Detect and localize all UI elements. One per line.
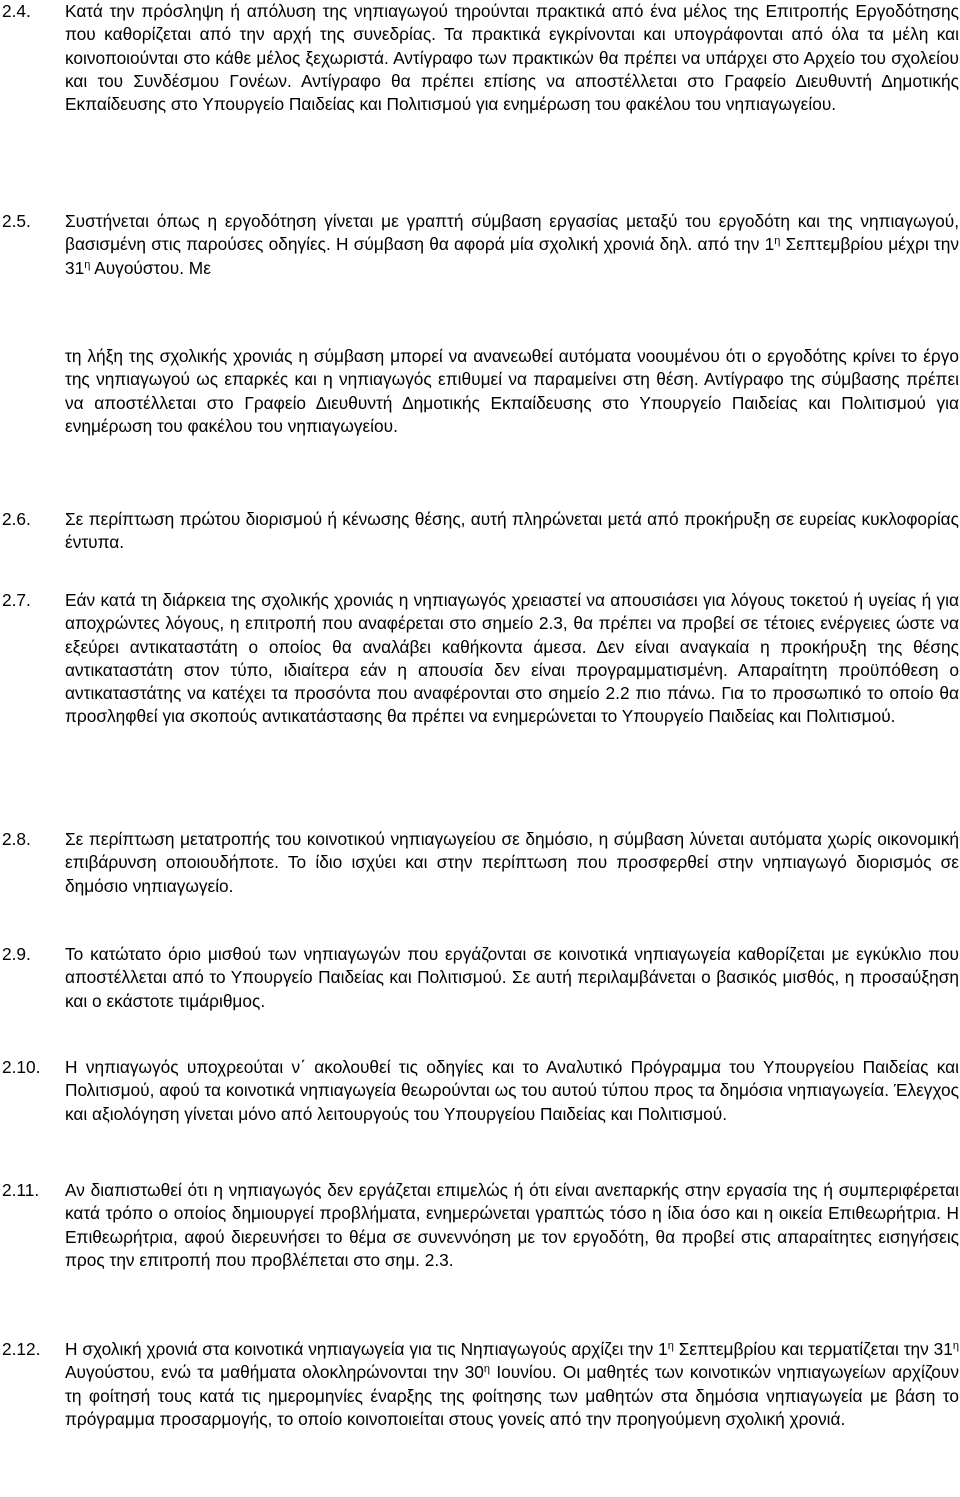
section-text: Σε περίπτωση μετατροπής του κοινοτικού νηπιαγωγείου σε δημόσιο, η σύμβαση λύνεται αυτόματα χωρίς οικονομική επιβάρυνση οποιουδήποτε. Το ίδιο ισχύει και στην περίπτωση που προσφερθεί στην νηπιαγωγό διορισμός σε δημόσιο νηπιαγωγείο. <box>65 829 959 896</box>
section-2-9 <box>0 943 960 1013</box>
section-text: Το κατώτατο όριο μισθού των νηπιαγωγών που εργάζονται σε κοινοτικά νηπιαγωγεία καθορίζεται με εγκύκλιο που αποστέλλεται από το Υπουργείο Παιδείας και Πολιτισμού. Σε αυτή περιλαμβάνεται ο βασικός μισθός, η προσαύξηση και ο εκάστοτε τιμάριθμος. <box>65 944 959 1011</box>
section-number: 2.10. <box>2 1057 41 1077</box>
section-text: Εάν κατά τη διάρκεια της σχολικής χρονιάς η νηπιαγωγός χρειαστεί να απουσιάσει για λόγους τοκετού ή υγείας ή για αποχρώντες λόγους, η επιτροπή που αναφέρεται στο σημείο 2.3, θα πρέπει να προβεί σε τέτοιες ενέργειες ώστε να εξεύρει αντικαταστάτη ο οποίος θα αναλάβει καθήκοντα άμεσα. Δεν είναι αναγκαία η προκήρυξη της θέσης αντικαταστάτη στον τύπο, ιδιαίτερα εάν η απουσία δεν είναι προγραμματισμένη. Απαραίτητη προϋπόθεση ο αντικαταστάτης να κατέχει τα προσόντα που αναφέρονται στο σημείο 2.2 πιο πάνω. Για το προσωπικό το οποίο θα προσληφθεί για σκοπούς αντικατάστασης θα πρέπει να ενημερώνεται το Υπουργείο Παιδείας και Πολιτισμού. <box>65 590 959 727</box>
section-number: 2.12. <box>2 1339 41 1359</box>
section-number: 2.5. <box>2 211 31 231</box>
section-2-10 <box>0 1056 960 1126</box>
section-number: 2.6. <box>2 509 31 529</box>
section-2-6 <box>0 508 960 555</box>
section-text: Η σχολική χρονιά στα κοινοτικά νηπιαγωγεία για τις Νηπιαγωγούς αρχίζει την $1^\eta$ Σεπτεμβρίου και τερματίζεται την $31^\eta$ Αυγούστου, ενώ τα μαθήματα ολοκληρώνονται την $30^\eta$ Ιουνίου. Οι μαθητές των κοινοτικών νηπιαγωγείων αρχίζουν τη φοίτησή τους κατά τις ημερομηνίες έναρξης της φοίτησης των μαθητών στα δημόσια νηπιαγωγεία με βάση το πρόγραμμα προσαρμογής, το οποίο κοινοποιείται στους γονείς από την προηγούμενη σχολική χρονιά. <box>65 1339 959 1429</box>
section-text: Σε περίπτωση πρώτου διορισμού ή κένωσης θέσης, αυτή πληρώνεται μετά από προκήρυξη σε ευρείας κυκλοφορίας έντυπα. <box>65 509 959 553</box>
section-text: Κατά την πρόσληψη ή απόλυση της νηπιαγωγού τηρούνται πρακτικά από ένα μέλος της Επιτροπής Εργοδότησης που καθορίζεται από την αρχή της συνεδρίας. Τα πρακτικά εγκρίνονται και υπογράφονται από όλα τα μέλη και κοινοποιούνται στο κάθε μέλος ξεχωριστά. Αντίγραφο των πρακτικών θα πρέπει να υπάρχει στο Αρχείο του σχολείου και του Συνδέσμου Γονέων. Αντίγραφο θα πρέπει επίσης να αποστέλλεται στο Γραφείο Διευθυντή Δημοτικής Εκπαίδευσης στο Υπουργείο Παιδείας και Πολιτισμού για ενημέρωση του φακέλου του νηπιαγωγείου. <box>65 1 959 115</box>
section-2-5 <box>0 210 960 280</box>
section-2-5-continuation <box>0 345 960 438</box>
section-text: Η νηπιαγωγός υποχρεούται ν΄ ακολουθεί τις οδηγίες και το Αναλυτικό Πρόγραμμα του Υπουργείου Παιδείας και Πολιτισμού, αφού τα κοινοτικά νηπιαγωγεία θεωρούνται ως του αυτού τύπου προς τα δημόσια νηπιαγωγεία. Έλεγχος και αξιολόγηση γίνεται μόνο από λειτουργούς του Υπουργείου Παιδείας και Πολιτισμού. <box>65 1057 959 1124</box>
section-2-11 <box>0 1179 960 1272</box>
section-number: 2.7. <box>2 590 31 610</box>
section-text: Συστήνεται όπως η εργοδότηση γίνεται με γραπτή σύμβαση εργασίας μεταξύ του εργοδότη και της νηπιαγωγού, βασισμένη στις παρούσες οδηγίες. Η σύμβαση θα αφορά μία σχολική χρονιά δηλ. από την $1^\eta$ Σεπτεμβρίου μέχρι την $31^\eta$ Αυγούστου. Με <box>65 211 959 278</box>
section-2-4 <box>0 0 960 116</box>
section-2-12 <box>0 1338 960 1431</box>
section-text-continuation: τη λήξη της σχολικής χρονιάς η σύμβαση μπορεί να ανανεωθεί αυτόματα νοουμένου ότι ο εργοδότης κρίνει το έργο της νηπιαγωγού ως επαρκές και η νηπιαγωγός επιθυμεί να παραμείνει στη θέση. Αντίγραφο της σύμβασης πρέπει να αποστέλλεται στο Γραφείο Διευθυντή Δημοτικής Εκπαίδευσης στο Υπουργείο Παιδείας και Πολιτισμού για ενημέρωση του φακέλου του νηπιαγωγείου. <box>65 346 959 436</box>
section-2-8 <box>0 828 960 898</box>
section-number: 2.4. <box>2 1 31 21</box>
section-number: 2.11. <box>2 1180 40 1200</box>
section-text: Αν διαπιστωθεί ότι η νηπιαγωγός δεν εργάζεται επιμελώς ή ότι είναι ανεπαρκής στην εργασία της ή συμπεριφέρεται κατά τρόπο ο οποίος δημιουργεί προβλήματα, ενημερώνεται γραπτώς τόσο η ίδια όσο και η οικεία Επιθεωρήτρια. Η Επιθεωρήτρια, αφού διερευνήσει το θέμα σε συνεννόηση με τον εργοδότη, θα προβεί στις απαραίτητες εισηγήσεις προς την επιτροπή που προβλέπεται στο σημ. 2.3. <box>65 1180 959 1270</box>
section-2-7 <box>0 589 960 729</box>
section-number: 2.9. <box>2 944 31 964</box>
section-number: 2.8. <box>2 829 31 849</box>
